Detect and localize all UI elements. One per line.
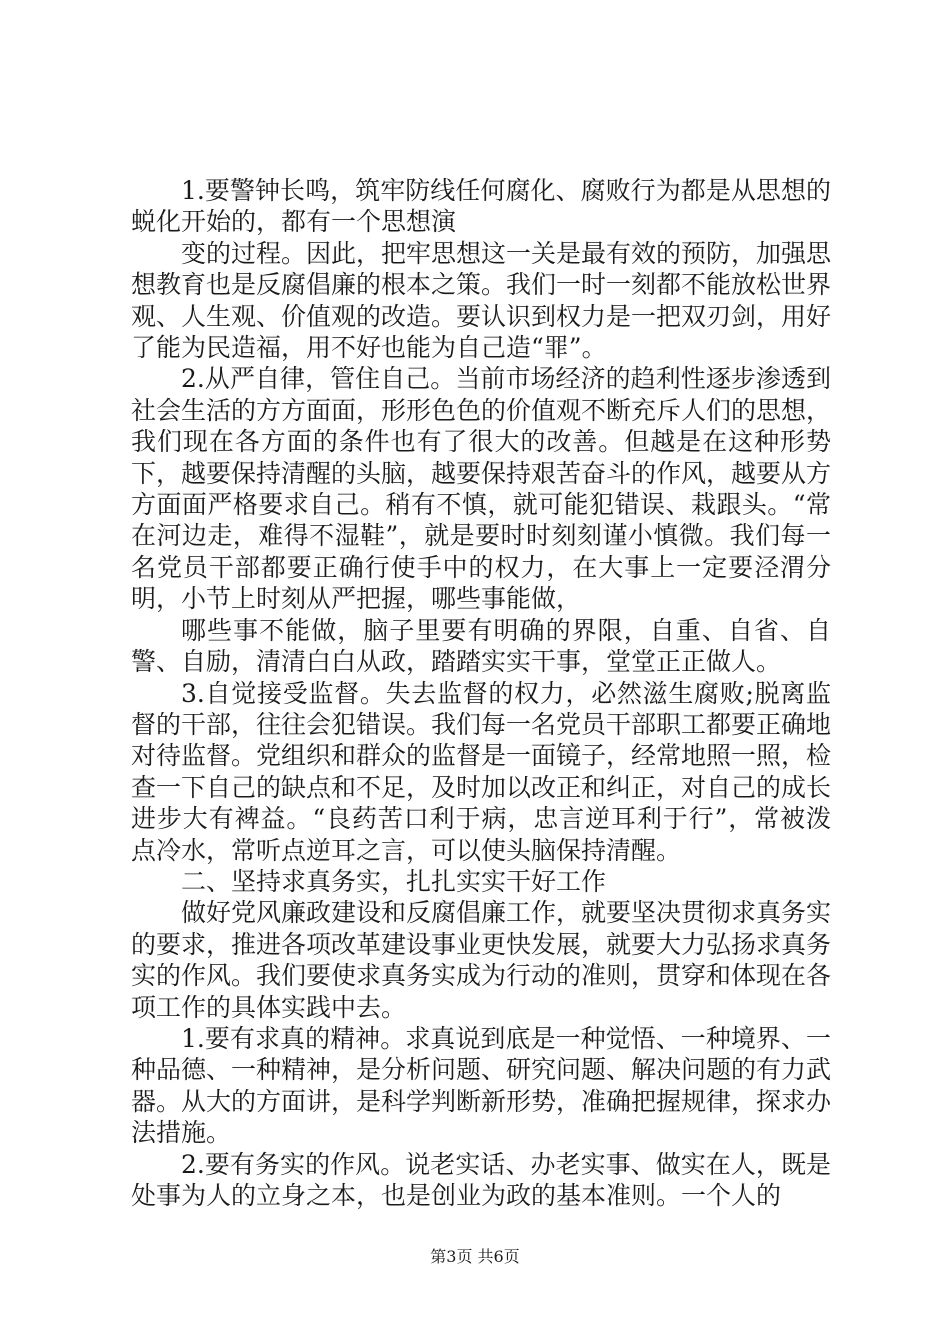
paragraph-practical-style: 2.要有务实的作风。说老实话、办老实事、做实在人，既是处事为人的立身之本，也是创业为政的基本准则。一个人的: [131, 1149, 831, 1210]
paragraph-point-1-vigilance: 1.要警钟长鸣，筑牢防线任何腐化、腐败行为都是从思想的蜕化开始的，都有一个思想演: [131, 176, 831, 237]
paragraph-section-2-intro: 做好党风廉政建设和反腐倡廉工作，就要坚决贯彻求真务实的要求，推进各项改革建设事业更快发展，就要大力弘扬求真务实的作风。我们要使求真务实成为行动的准则，贯穿和体现在各项工作的具体实践中去。: [131, 898, 832, 1022]
document-body: [131, 175, 831, 1211]
section-heading-2: 二、坚持求真务实，扎扎实实干好工作: [181, 866, 607, 896]
paragraph-point-1-continued: 变的过程。因此，把牢思想这一关是最有效的预防，加强思想教育也是反腐倡廉的根本之策。我们一时一刻都不能放松世界观、人生观、价值观的改造。要认识到权力是一把双刃剑，用好了能为民造福，用不好也能为自己造“罪”。: [131, 238, 832, 363]
paragraph-truth-seeking: 1.要有求真的精神。求真说到底是一种觉悟、一种境界、一种品德、一种精神，是分析问题、研究问题、解决问题的有力武器。从大的方面讲，是科学判断新形势，准确把握规律，探求办法措施。: [131, 1023, 832, 1148]
paragraph-point-2-continued: 哪些事不能做，脑子里要有明确的界限，自重、自省、自警、自励，清清白白从政，踏踏实实干事，堂堂正正做人。: [131, 615, 831, 677]
page-footer: 第3页 共6页: [430, 1247, 520, 1266]
paragraph-point-3-supervision: 3.自觉接受监督。失去监督的权力，必然滋生腐败;脱离监督的干部，往往会犯错误。我们每一名党员干部职工都要正确地对待监督。党组织和群众的监督是一面镜子，经常地照一照，检查一下自己的缺点和不足，及时加以改正和纠正，对自己的成长进步大有裨益。“良药苦口利于病，忠言逆耳利于行”，常被泼点冷水，常听点逆耳之言，可以使头脑保持清醒。: [131, 678, 832, 865]
paragraph-point-2-self-discipline: 2.从严自律，管住自己。当前市场经济的趋利性逐步渗透到社会生活的方方面面，形形色色的价值观不断充斥人们的思想，我们现在各方面的条件也有了很大的改善。但越是在这种形势下，越要保持清醒的头脑，越要保持艰苦奋斗的作风，越要从方方面面严格要求自己。稍有不慎，就可能犯错误、栽跟头。“常在河边走，难得不湿鞋”，就是要时时刻刻谨小慎微。我们每一名党员干部都要正确行使手中的权力，在大事上一定要泾渭分明，小节上时刻从严把握，哪些事能做，: [131, 364, 832, 614]
